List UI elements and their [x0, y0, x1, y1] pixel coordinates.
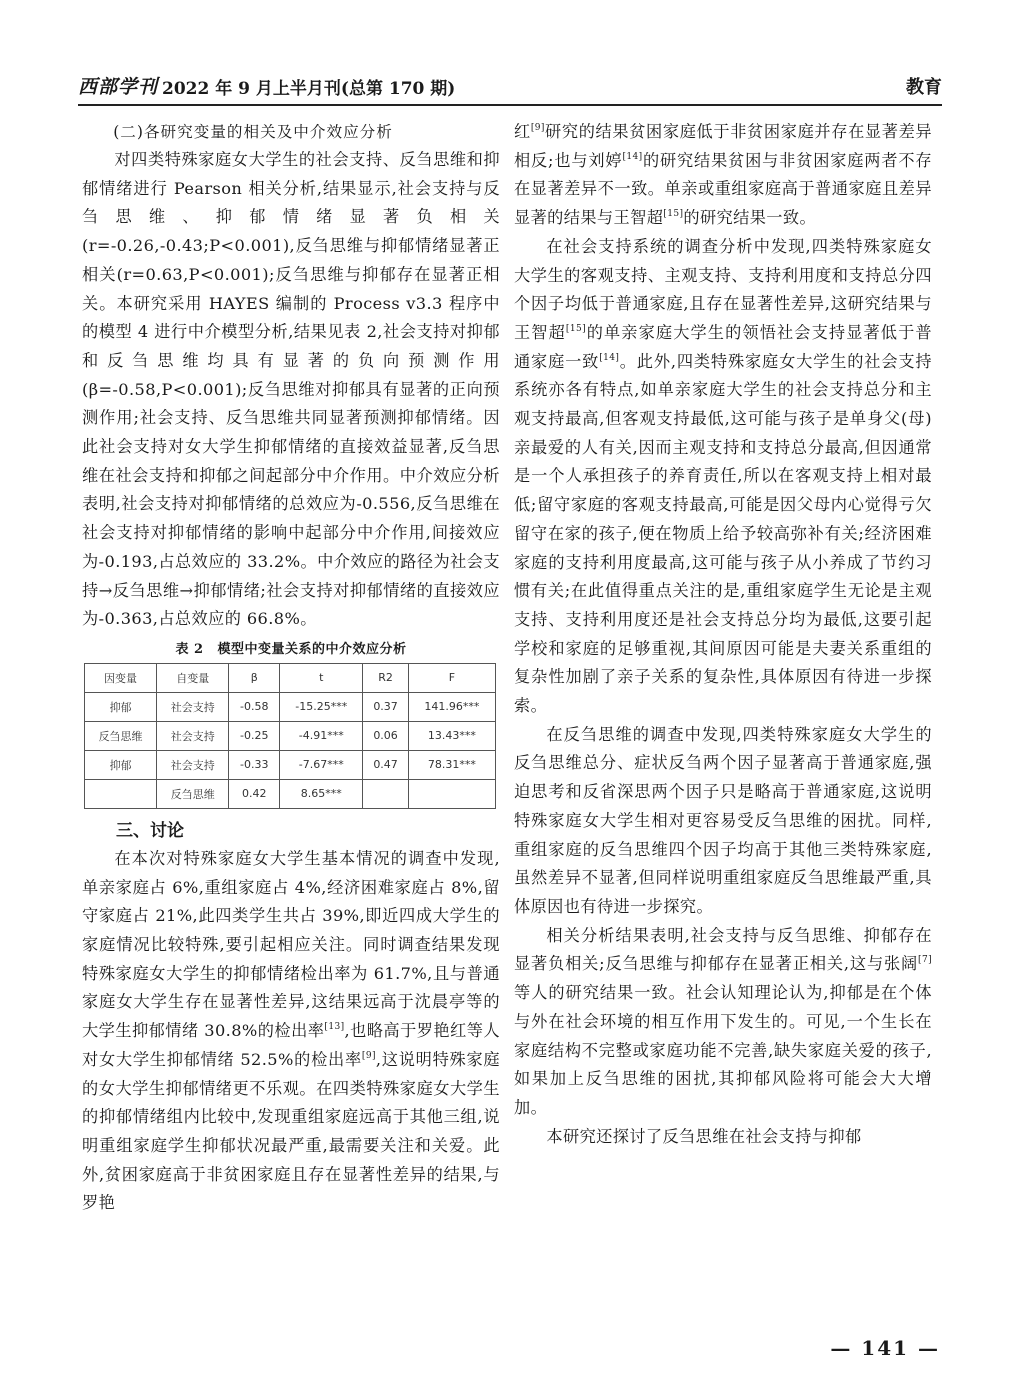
text-span: 的单亲家庭大学生的领悟社会支持显著低于普通家庭一致	[514, 322, 932, 371]
paragraph	[514, 118, 932, 233]
mediation-table	[84, 663, 496, 809]
table-cell: 反刍思维	[157, 779, 229, 808]
table-cell	[85, 779, 157, 808]
table-cell: 0.37	[363, 692, 409, 721]
table-cell: 反刍思维	[85, 721, 157, 750]
table-row	[85, 750, 496, 779]
left-column	[82, 118, 500, 1218]
table-row	[85, 721, 496, 750]
table-cell: 141.96***	[408, 692, 495, 721]
journal-logo: 西部学刊	[78, 76, 159, 98]
column-header: 自变量	[157, 663, 229, 692]
table-cell: 社会支持	[157, 750, 229, 779]
text-span: 研究的结果贫困家庭低于非贫困家庭并存在显著差异相反;也与刘婷	[514, 122, 932, 170]
subsection-heading: (二)各研究变量的相关及中介效应分析	[113, 123, 393, 141]
table-caption-text: 模型中变量关系的中介效应分析	[217, 641, 407, 657]
table-cell: -0.33	[229, 750, 280, 779]
table-cell: -0.58	[229, 692, 280, 721]
section-heading: 三、讨论	[116, 820, 184, 841]
header-rule	[78, 104, 942, 106]
paragraph: 本研究还探讨了反刍思维在社会支持与抑郁	[546, 1126, 862, 1146]
citation: [14]	[622, 151, 643, 162]
table-cell	[363, 779, 409, 808]
right-column	[514, 118, 932, 1151]
issue-info: 2022 年 9 月上半月刊(总第 170 期)	[162, 79, 456, 99]
page-number: — 141 —	[830, 1336, 940, 1360]
table-cell: 0.47	[363, 750, 409, 779]
citation: [9]	[361, 1050, 376, 1061]
table-cell: -7.67***	[280, 750, 363, 779]
table-cell	[408, 779, 495, 808]
citation: [14]	[599, 352, 620, 363]
table-cell: 社会支持	[157, 692, 229, 721]
column-header: 因变量	[85, 663, 157, 692]
table-row	[85, 779, 496, 808]
text-span: 在本次对特殊家庭女大学生基本情况的调查中发现,单亲家庭占 6%,重组家庭占 4%,经济困难家庭占 8%,留守家庭占 21%,此四类学生共占 39%,即近四成大学生的家庭情况比较特殊,要引起相应关注。同时调查结果发现特殊家庭女大学生的抑郁情绪检出率为 61.7%,且与普通家庭女大学生存在显著性差异,这结果远高于沈晨亭等的大学生抑郁情绪 30.8%的检出率	[82, 848, 500, 1041]
column-header: β	[229, 663, 280, 692]
table-cell: 社会支持	[157, 721, 229, 750]
citation: [7]	[918, 955, 932, 966]
running-header	[78, 72, 942, 102]
table-cell: 78.31***	[408, 750, 495, 779]
citation: [15]	[663, 209, 684, 220]
column-header: t	[280, 663, 363, 692]
table-cell: 抑郁	[85, 692, 157, 721]
table-cell: -4.91***	[280, 721, 363, 750]
table-cell: 0.42	[229, 779, 280, 808]
citation: [15]	[565, 323, 586, 334]
text-span: 的研究结果贫困与非贫困家庭两者不存在显著差异不一致。单亲或重组家庭高于普通家庭且差异显著的结果与王智超	[514, 150, 932, 228]
citation: [9]	[530, 123, 545, 133]
paragraph	[82, 845, 500, 1218]
table-header-row	[85, 663, 496, 692]
table-caption-number: 表 2	[175, 641, 204, 657]
citation: [13]	[324, 1022, 345, 1033]
table-cell: 0.06	[363, 721, 409, 750]
table-row	[85, 692, 496, 721]
paragraph	[514, 922, 932, 1123]
paragraph: 在反刍思维的调查中发现,四类特殊家庭女大学生的反刍思维总分、症状反刍两个因子显著高于普通家庭,强迫思考和反省深思两个因子只是略高于普通家庭,这说明特殊家庭女大学生相对更容易受反刍思维的困扰。同样,重组家庭的反刍思维四个因子均高于其他三类特殊家庭,虽然差异不显著,但同样说明重组家庭反刍思维最严重,具体原因也有待进一步探究。	[514, 724, 932, 916]
table-cell: 抑郁	[85, 750, 157, 779]
text-span: 。此外,四类特殊家庭女大学生的社会支持系统亦各有特点,如单亲家庭大学生的社会支持总分和主观支持最高,但客观支持最低,这可能与孩子是单身父(母)亲最爱的人有关,因而主观支持和支持总分最高,但因通常是一个人承担孩子的养育责任,所以在客观支持上相对最低;留守家庭的客观支持最高,可能是因父母内心觉得亏欠留守在家的孩子,便在物质上给予较高弥补有关;经济困难家庭的支持利用度最高,这可能与孩子从小养成了节约习惯有关;在此值得重点关注的是,重组家庭学生无论是主观支持、支持利用度还是社会支持总分均为最低,这要引起学校和家庭的足够重视,其间原因可能是夫妻关系重组的复杂性加剧了亲子关系的复杂性,具体原因有待进一步探索。	[514, 351, 932, 716]
text-span: 的研究结果一致。	[683, 208, 817, 228]
column-header: F	[408, 663, 495, 692]
table-cell: 8.65***	[280, 779, 363, 808]
section-tag: 教育	[906, 77, 942, 98]
text-span: 相关分析结果表明,社会支持与反刍思维、抑郁存在显著负相关;反刍思维与抑郁存在显著正相关,这与张阔	[514, 925, 932, 974]
paragraph	[514, 233, 932, 721]
table-cell: -0.25	[229, 721, 280, 750]
text-span: 红	[514, 122, 531, 141]
table-cell: 13.43***	[408, 721, 495, 750]
text-span: 等人的研究结果一致。社会认知理论认为,抑郁是在个体与外在社会环境的相互作用下发生的。可见,一个生长在家庭结构不完整或家庭功能不完善,缺失家庭关爱的孩子,如果加上反刍思维的困扰,其抑郁风险将可能会大大增加。	[514, 983, 932, 1117]
text-span: 在社会支持系统的调查分析中发现,四类特殊家庭女大学生的客观支持、主观支持、支持利用度和支持总分四个因子均低于普通家庭,且存在显著性差异,这研究结果与王智超	[514, 236, 932, 342]
paragraph: 对四类特殊家庭女大学生的社会支持、反刍思维和抑郁情绪进行 Pearson 相关分析,结果显示,社会支持与反刍思维、抑郁情绪显著负相关(r=-0.26,-0.43;P<0.001),反刍思维与抑郁情绪显著正相关(r=0.63,P<0.001);反刍思维与抑郁存在显著正相关。本研究采用 HAYES 编制的 Process v3.3 程序中的模型 4 进行中介模型分析,结果见表 2,社会支持对抑郁和反刍思维均具有显著的负向预测作用(β=-0.58,P<0.001);反刍思维对抑郁具有显著的正向预测作用;社会支持、反刍思维共同显著预测抑郁情绪。因此社会支持对女大学生抑郁情绪的直接效益显著,反刍思维在社会支持和抑郁之间起部分中介作用。中介效应分析表明,社会支持对抑郁情绪的总效应为-0.556,反刍思维在社会支持对抑郁情绪的影响中起部分中介作用,间接效应为-0.193,占总效应的 33.2%。中介效应的路径为社会支持→反刍思维→抑郁情绪;社会支持对抑郁情绪的直接效应为-0.363,占总效应的 66.8%。	[82, 150, 500, 629]
column-header: R2	[363, 663, 409, 692]
text-span: ,也略高于罗艳红等人对女大学生抑郁情绪 52.5%的检出率	[82, 1021, 500, 1069]
text-span: ,这说明特殊家庭的女大学生抑郁情绪更不乐观。在四类特殊家庭女大学生的抑郁情绪组内比较中,发现重组家庭远高于其他三组,说明重组家庭学生抑郁状况最严重,最需要关注和关爱。此外,贫困家庭高于非贫困家庭且存在显著性差异的结果,与罗艳	[82, 1049, 500, 1213]
table-cell: -15.25***	[280, 692, 363, 721]
table-caption	[82, 638, 500, 657]
